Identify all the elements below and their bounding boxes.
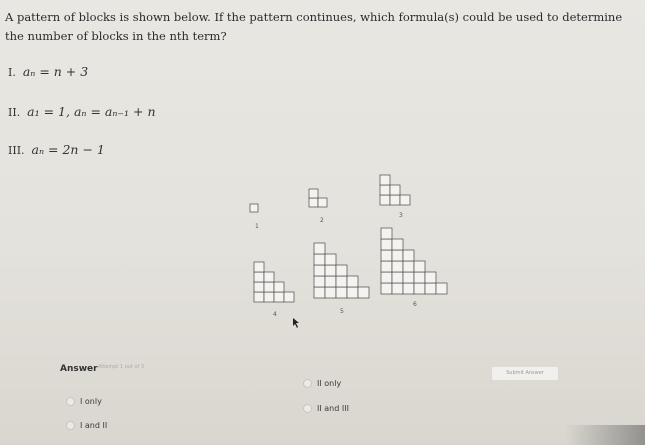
block	[381, 283, 392, 294]
block	[381, 261, 392, 272]
block	[250, 204, 258, 212]
block	[403, 250, 414, 261]
block	[264, 292, 274, 302]
block	[414, 261, 425, 272]
submit-answer-button[interactable]: Submit Answer	[492, 367, 558, 380]
block	[318, 198, 327, 207]
term-label: 4	[273, 311, 277, 318]
question-text: A pattern of blocks is shown below. If the pattern continues, which formula(s) could be used to determine the number of blocks in the nth term?	[5, 10, 623, 43]
formula-numeral: I.	[8, 66, 16, 79]
block	[403, 261, 414, 272]
term-label: 5	[340, 308, 344, 315]
block	[380, 175, 390, 185]
block	[264, 272, 274, 282]
block	[336, 276, 347, 287]
block	[381, 228, 392, 239]
attempt-counter: Attempt 1 out of 3	[98, 364, 145, 370]
block	[390, 185, 400, 195]
formula-numeral: III.	[8, 144, 25, 157]
block	[400, 195, 410, 205]
radio-icon[interactable]	[303, 379, 312, 388]
formula-iii	[8, 142, 105, 157]
formula-expression: aₙ = 2n − 1	[31, 142, 105, 157]
block	[381, 250, 392, 261]
radio-icon[interactable]	[303, 404, 312, 413]
block	[274, 282, 284, 292]
block	[390, 195, 400, 205]
block	[347, 287, 358, 298]
block	[254, 282, 264, 292]
term-label: 2	[320, 217, 324, 224]
block	[392, 283, 403, 294]
block	[380, 195, 390, 205]
block	[325, 254, 336, 265]
term-label: 1	[255, 223, 259, 230]
term-label: 3	[399, 212, 403, 219]
formula-expression: aₙ = n + 3	[22, 64, 89, 79]
block	[325, 265, 336, 276]
block	[392, 261, 403, 272]
term-5-blocks	[314, 243, 369, 298]
block	[414, 283, 425, 294]
answer-label: Answer	[60, 364, 98, 374]
block	[392, 250, 403, 261]
block	[336, 287, 347, 298]
block	[325, 287, 336, 298]
block	[392, 239, 403, 250]
option-label: II only	[317, 379, 342, 388]
radio-icon[interactable]	[66, 421, 75, 430]
formula-i	[8, 64, 88, 79]
block	[392, 272, 403, 283]
block	[403, 272, 414, 283]
answer-option-ii-and-iii[interactable]	[303, 404, 349, 413]
answer-option-ii-only[interactable]	[303, 379, 341, 388]
radio-icon[interactable]	[66, 397, 75, 406]
screen-edge-shadow	[565, 425, 645, 445]
block	[274, 292, 284, 302]
block	[425, 272, 436, 283]
option-label: II and III	[317, 404, 349, 413]
block	[314, 254, 325, 265]
block	[380, 185, 390, 195]
option-label: I and II	[80, 421, 108, 430]
formula-numeral: II.	[8, 106, 21, 119]
block	[336, 265, 347, 276]
block	[309, 189, 318, 198]
block	[325, 276, 336, 287]
block	[314, 243, 325, 254]
block	[254, 292, 264, 302]
block	[381, 239, 392, 250]
block	[381, 272, 392, 283]
block	[254, 272, 264, 282]
block	[358, 287, 369, 298]
block	[264, 282, 274, 292]
answer-option-i-only[interactable]	[66, 397, 102, 406]
option-label: I only	[80, 397, 102, 406]
term-3-blocks	[380, 175, 410, 205]
block	[436, 283, 447, 294]
block	[254, 262, 264, 272]
formula-ii	[8, 104, 156, 119]
block	[414, 272, 425, 283]
term-4-blocks	[254, 262, 294, 302]
term-6-blocks	[381, 228, 447, 294]
block	[314, 276, 325, 287]
block	[314, 287, 325, 298]
term-label: 6	[413, 301, 417, 308]
block	[403, 283, 414, 294]
term-2-blocks	[309, 189, 327, 207]
block	[314, 265, 325, 276]
block	[425, 283, 436, 294]
formula-expression: a₁ = 1, aₙ = aₙ₋₁ + n	[27, 104, 156, 119]
block	[309, 198, 318, 207]
block	[284, 292, 294, 302]
term-1-blocks	[250, 204, 258, 212]
block	[347, 276, 358, 287]
answer-option-i-and-ii[interactable]	[66, 421, 107, 430]
mouse-cursor-icon	[293, 318, 299, 328]
